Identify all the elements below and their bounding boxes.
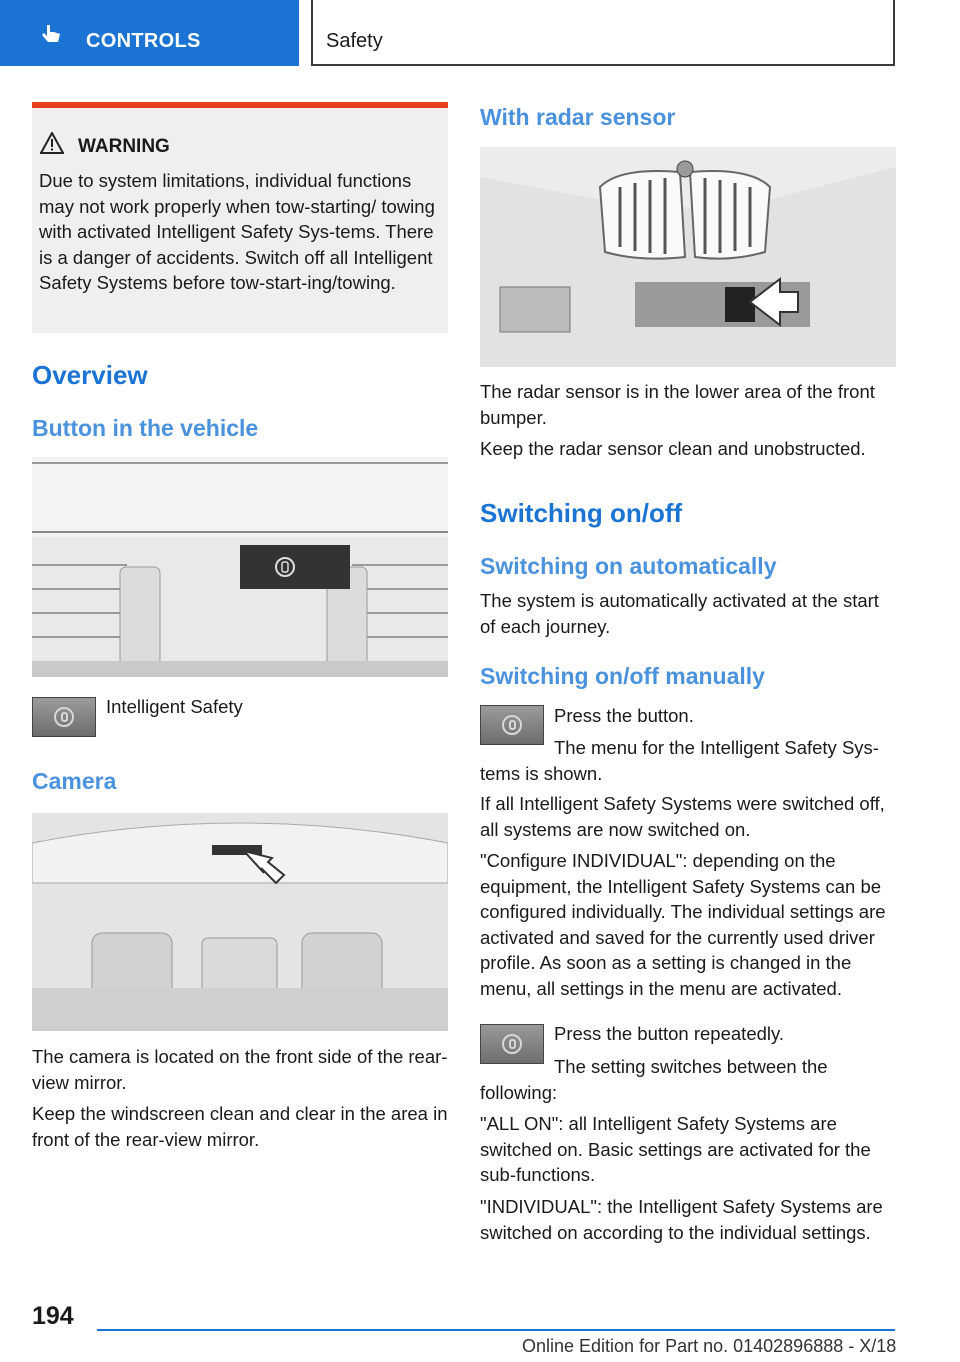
overview-heading: Overview	[32, 360, 148, 390]
camera-heading: Camera	[32, 768, 117, 794]
page-number: 194	[32, 1302, 74, 1330]
button-caption: Intelligent Safety	[106, 696, 243, 717]
warning-triangle-icon	[40, 132, 64, 154]
warning-title: WARNING	[78, 136, 170, 157]
press-button-text: Press the button.	[554, 705, 694, 726]
camera-illustration	[32, 813, 448, 1031]
switching-heading: Switching on/off	[480, 498, 683, 528]
radar-location-text: The radar sensor is in the lower area of the front bumper.	[480, 381, 875, 428]
all-on-text: "ALL ON": all Intelligent Safety Systems are switched on. Basic settings are activated for the sub-functions.	[480, 1113, 871, 1185]
camera-location-text: The camera is located on the front side of the rear-view mirror.	[32, 1046, 448, 1093]
switches-text: The setting switches between the following:	[480, 1056, 828, 1103]
dashboard-button-illustration	[32, 457, 448, 677]
radar-sensor-illustration	[480, 147, 896, 367]
hand-pointer-icon	[38, 22, 64, 48]
warning-text: Due to system limitations, individual functions may not work properly when tow-starting/ towing with activated Intelligent Safety Sys-tems. There is a danger of accidents. Switch off all Intelligent Safety Systems before tow-start-ing/towing.	[39, 170, 435, 293]
footer-rule	[97, 1329, 895, 1331]
button-heading: Button in the vehicle	[32, 415, 259, 441]
edition-text: Online Edition for Part no. 01402896888 - X/18	[522, 1336, 897, 1356]
press-repeat-text: Press the button repeatedly.	[554, 1023, 785, 1044]
warning-box	[32, 102, 448, 333]
manual-heading: Switching on/off manually	[480, 663, 765, 689]
camera-clean-text: Keep the windscreen clean and clear in the area in front of the rear-view mirror.	[32, 1103, 448, 1150]
chapter-label: CONTROLS	[86, 30, 201, 52]
chapter-tab[interactable]	[0, 0, 299, 66]
all-off-text: If all Intelligent Safety Systems were switched off, all systems are now switched on.	[480, 793, 885, 840]
radar-heading: With radar sensor	[480, 104, 676, 130]
auto-text: The system is automatically activated at the start of each journey.	[480, 590, 879, 637]
individual-text: "INDIVIDUAL": the Intelligent Safety Systems are switched on according to the individual settings.	[480, 1196, 883, 1243]
menu-shown-text: The menu for the Intelligent Safety Sys-tems is shown.	[480, 737, 879, 784]
section-title: Safety	[326, 30, 383, 52]
configure-text: "Configure INDIVIDUAL": depending on the equipment, the Intelligent Safety Systems can be configured individually. The individual settings are activated and saved for the currently used driver profile. As soon as a setting is changed in the menu, all settings in the menu are activated.	[480, 850, 886, 999]
radar-clean-text: Keep the radar sensor clean and unobstructed.	[480, 438, 866, 459]
auto-heading: Switching on automatically	[480, 553, 777, 579]
header-divider	[893, 0, 895, 66]
header-underline	[311, 64, 895, 66]
header-divider	[311, 0, 313, 66]
intelligent-safety-button-icon	[32, 697, 96, 737]
